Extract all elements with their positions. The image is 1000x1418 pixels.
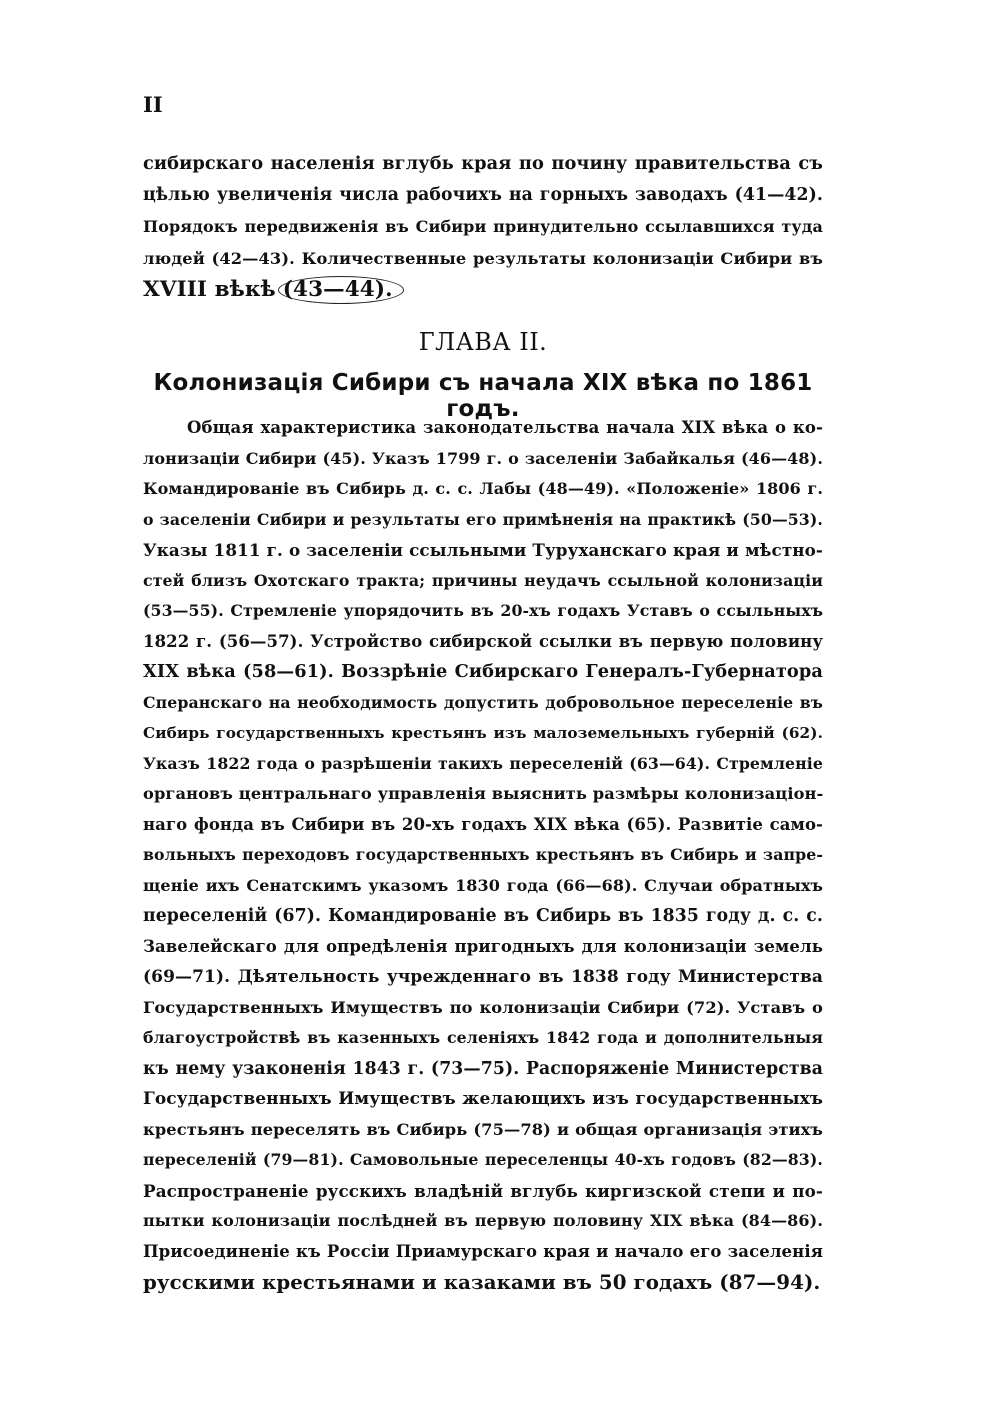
body-line: Завелейскаго для опредѣленія пригодныхъ для колонизаціи земель (143, 936, 823, 956)
body-line: (69—71). Дѣятельность учрежденнаго въ 1838 году Министерства (143, 967, 823, 987)
body-line: органовъ центральнаго управленія выяснить размѣры колонизаціон- (143, 784, 824, 803)
body-line: Присоединеніе къ Россіи Приамурскаго края и начало его заселенія (143, 1241, 823, 1261)
body-line: переселеній (67). Командированіе въ Сибирь въ 1835 году д. с. с. (143, 906, 823, 926)
circled-page-range: (43—44). (278, 276, 404, 304)
body-line: стей близъ Охотскаго тракта; причины неудачъ ссыльной колонизаціи (143, 570, 823, 590)
intro-line-last (143, 274, 823, 306)
body-line: пытки колонизаціи послѣдней въ первую половину XIX вѣка (84—86). (143, 1211, 823, 1230)
body-line: Государственныхъ Имуществъ по колонизаціи Сибири (72). Уставъ о (143, 997, 823, 1017)
body-line: наго фонда въ Сибири въ 20-хъ годахъ XIX вѣка (65). Развитіе само- (143, 814, 823, 834)
intro-paragraph (143, 148, 823, 306)
intro-last-prefix: XVIII вѣкѣ (143, 277, 276, 302)
body-line: лонизаціи Сибири (45). Указъ 1799 г. о заселеніи Забайкалья (46—48). (143, 448, 823, 468)
body-line: Командированіе въ Сибирь д. с. с. Лабы (48—49). «Положеніе» 1806 г. (143, 479, 823, 498)
intro-line: людей (42—43). Количественные результаты колонизаціи Сибири въ (143, 248, 823, 268)
intro-line: сибирскаго населенія вглубь края по почину правительства съ (143, 153, 823, 174)
body-line: 1822 г. (56—57). Устройство сибирской ссылки въ первую половину (143, 631, 823, 651)
body-line-last: русскими крестьянами и казаками въ 50 годахъ (87—94). (143, 1270, 821, 1294)
body-line: переселеній (79—81). Самовольные переселенцы 40-хъ годовъ (82—83). (143, 1150, 823, 1169)
body-line: вольныхъ переходовъ государственныхъ крестьянъ въ Сибирь и запре- (143, 845, 823, 864)
body-line: XIX вѣка (58—61). Воззрѣніе Сибирскаго Генералъ-Губернатора (143, 661, 823, 682)
body-line: Государственныхъ Имуществъ желающихъ изъ государственныхъ (143, 1089, 823, 1109)
body-line: Общая характеристика законодательства начала XIX вѣка о ко- (187, 418, 823, 437)
body-line: о заселеніи Сибири и результаты его примѣненія на практикѣ (50—53). (143, 509, 823, 529)
body-line: Указы 1811 г. о заселеніи ссыльными Туруханскаго края и мѣстно- (143, 540, 823, 560)
intro-line: Порядокъ передвиженія въ Сибири принудительно ссылавшихся туда (143, 217, 823, 236)
chapter-title: Колонизація Сибири съ начала XIX вѣка по 1861 годъ. (153, 370, 813, 422)
body-line: Указъ 1822 года о разрѣшеніи такихъ переселеній (63—64). Стремленіе (143, 753, 823, 773)
body-line: щеніе ихъ Сенатскимъ указомъ 1830 года (66—68). Случаи обратныхъ (143, 875, 823, 895)
chapter-summary (143, 413, 823, 1298)
page-number: II (143, 92, 163, 117)
body-line: (53—55). Стремленіе упорядочить въ 20-хъ годахъ Уставъ о ссыльныхъ (143, 601, 823, 620)
intro-line: цѣлью увеличенія числа рабочихъ на горныхъ заводахъ (41—42). (143, 184, 823, 205)
body-line: Сибирь государственныхъ крестьянъ изъ малоземельныхъ губерній (62). (143, 724, 823, 742)
body-line: благоустройствѣ въ казенныхъ селеніяхъ 1842 года и дополнительныя (143, 1028, 823, 1047)
chapter-heading: ГЛАВА II. (418, 328, 548, 356)
body-line: крестьянъ переселять въ Сибирь (75—78) и общая организація этихъ (143, 1119, 823, 1139)
body-line: къ нему узаконенія 1843 г. (73—75). Распоряженіе Министерства (143, 1058, 823, 1079)
body-line: Распространеніе русскихъ владѣній вглубь киргизской степи и по- (143, 1180, 823, 1201)
body-line: Сперанскаго на необходимость допустить добровольное переселеніе въ (143, 692, 823, 712)
